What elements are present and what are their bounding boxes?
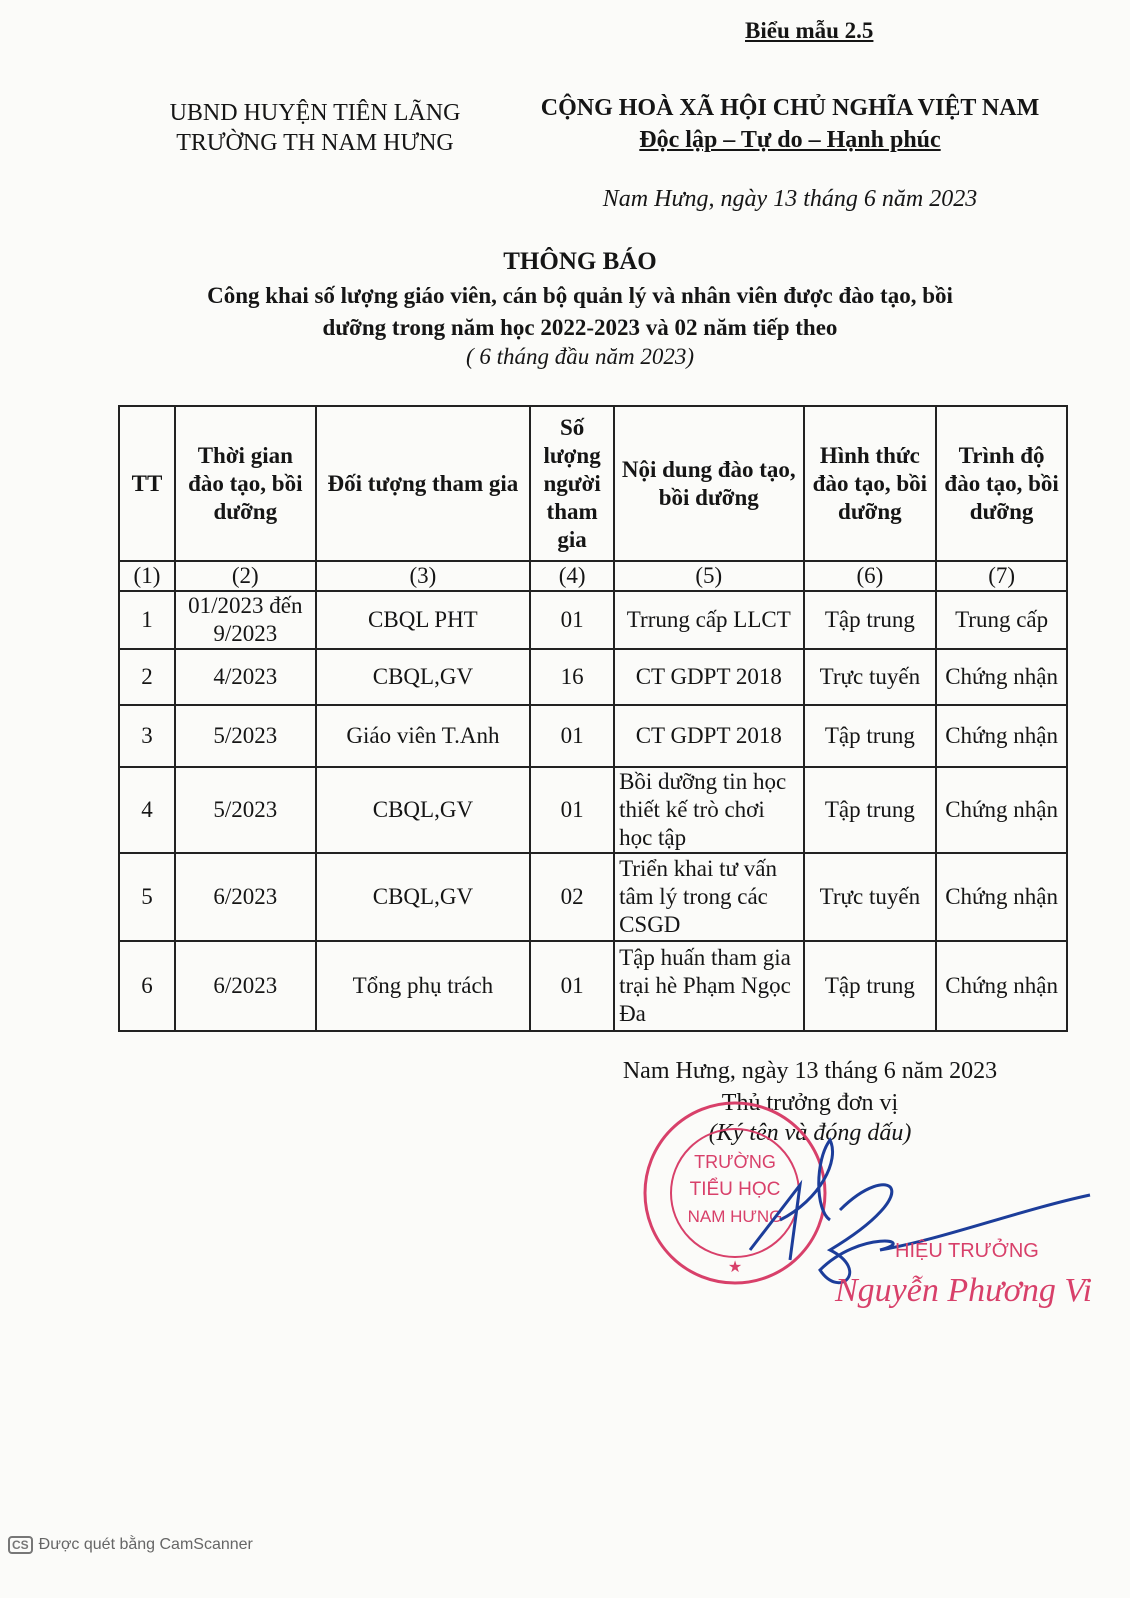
table-cell: Chứng nhận: [936, 853, 1067, 941]
column-number: (3): [316, 561, 531, 591]
column-header: Đối tượng tham gia: [316, 406, 531, 561]
national-header: [530, 92, 1050, 156]
table-row: [119, 705, 1067, 767]
issuer-district: UBND HUYỆN TIÊN LÃNG: [169, 100, 461, 126]
training-table: [118, 405, 1068, 1032]
document-title: THÔNG BÁO: [503, 248, 657, 275]
table-cell: 5/2023: [175, 705, 316, 767]
column-number: (7): [936, 561, 1067, 591]
column-header: Trình độ đào tạo, bồi dưỡng: [936, 406, 1067, 561]
column-number: (4): [530, 561, 614, 591]
table-cell: Triển khai tư vấn tâm lý trong các CSGD: [614, 853, 803, 941]
table-cell: Chứng nhận: [936, 767, 1067, 853]
table-cell: 01: [530, 591, 614, 649]
table-cell: Trực tuyến: [804, 853, 937, 941]
column-number: (2): [175, 561, 316, 591]
issuer-school: TRƯỜNG TH NAM HƯNG: [176, 130, 454, 156]
table-cell: 1: [119, 591, 175, 649]
table-row: [119, 767, 1067, 853]
table-cell: Tập huấn tham gia trại hè Phạm Ngọc Đa: [614, 941, 803, 1031]
table-header-row: [119, 406, 1067, 561]
table-cell: 3: [119, 705, 175, 767]
table-cell: Chứng nhận: [936, 705, 1067, 767]
svg-text:★: ★: [727, 1259, 743, 1276]
table-cell: Tập trung: [804, 767, 937, 853]
table-cell: Tổng phụ trách: [316, 941, 531, 1031]
table-cell: 02: [530, 853, 614, 941]
subtitle-line-2: dưỡng trong năm học 2022-2023 và 02 năm tiếp theo: [322, 315, 838, 340]
table-cell: CBQL,GV: [316, 649, 531, 705]
issue-date: Nam Hưng, ngày 13 tháng 6 năm 2023: [602, 186, 978, 212]
table-cell: Tập trung: [804, 705, 937, 767]
table-cell: CT GDPT 2018: [614, 705, 803, 767]
camscanner-logo-icon: CS: [8, 1536, 33, 1554]
table-cell: 01: [530, 767, 614, 853]
signer-name: Nguyễn Phương Vi: [835, 1272, 1093, 1309]
column-number: (5): [614, 561, 803, 591]
column-header: Hình thức đào tạo, bồi dưỡng: [804, 406, 937, 561]
table-cell: 6: [119, 941, 175, 1031]
national-motto: Độc lập – Tự do – Hạnh phúc: [639, 127, 941, 153]
document-subtitle: [130, 280, 1030, 344]
table-row: [119, 941, 1067, 1031]
report-period: ( 6 tháng đầu năm 2023): [465, 344, 695, 369]
table-cell: 6/2023: [175, 941, 316, 1031]
issuer-header: [120, 98, 510, 158]
column-header: Số lượng người tham gia: [530, 406, 614, 561]
table-row: [119, 853, 1067, 941]
column-number-row: [119, 561, 1067, 591]
stamp-text-3: NAM HƯNG: [687, 1207, 783, 1226]
signer-title: HIỆU TRƯỞNG: [895, 1240, 1039, 1262]
column-header: Thời gian đào tạo, bồi dưỡng: [175, 406, 316, 561]
table-cell: CBQL,GV: [316, 767, 531, 853]
stamp-text-2: TIỂU HỌC: [689, 1179, 781, 1200]
column-number: (6): [804, 561, 937, 591]
subtitle-line-1: Công khai số lượng giáo viên, cán bộ quản lý và nhân viên được đào tạo, bồi: [207, 283, 953, 308]
national-name: CỘNG HOÀ XÃ HỘI CHỦ NGHĨA VIỆT NAM: [540, 95, 1040, 121]
table-cell: Bồi dưỡng tin học thiết kế trò chơi học tập: [614, 767, 803, 853]
table-cell: 01: [530, 705, 614, 767]
table-cell: 16: [530, 649, 614, 705]
table-cell: 01: [530, 941, 614, 1031]
column-header: Nội dung đào tạo, bồi dưỡng: [614, 406, 803, 561]
signer-role: Thủ trưởng đơn vị: [721, 1090, 899, 1116]
signature-date: Nam Hưng, ngày 13 tháng 6 năm 2023: [622, 1058, 998, 1084]
signature-note: (Ký tên và đóng dấu): [708, 1120, 912, 1146]
table-cell: Chứng nhận: [936, 941, 1067, 1031]
table-row: [119, 649, 1067, 705]
table-cell: Chứng nhận: [936, 649, 1067, 705]
table-cell: Trung cấp: [936, 591, 1067, 649]
table-cell: 6/2023: [175, 853, 316, 941]
scanner-watermark: [8, 1536, 253, 1554]
form-number: Biểu mẫu 2.5: [745, 18, 874, 43]
table-cell: 2: [119, 649, 175, 705]
table-row: [119, 591, 1067, 649]
table-cell: Tập trung: [804, 591, 937, 649]
table-cell: Trực tuyến: [804, 649, 937, 705]
table-cell: 4: [119, 767, 175, 853]
table-cell: 5/2023: [175, 767, 316, 853]
table-cell: Giáo viên T.Anh: [316, 705, 531, 767]
table-cell: CT GDPT 2018: [614, 649, 803, 705]
table-cell: 01/2023 đến 9/2023: [175, 591, 316, 649]
table-cell: 4/2023: [175, 649, 316, 705]
stamp-text-1: TRƯỜNG: [694, 1152, 776, 1172]
table-cell: CBQL PHT: [316, 591, 531, 649]
column-number: (1): [119, 561, 175, 591]
scanner-text: Được quét bằng CamScanner: [38, 1536, 253, 1553]
table-cell: Tập trung: [804, 941, 937, 1031]
table-cell: CBQL,GV: [316, 853, 531, 941]
table-cell: Trrung cấp LLCT: [614, 591, 803, 649]
table-cell: 5: [119, 853, 175, 941]
column-header: TT: [119, 406, 175, 561]
